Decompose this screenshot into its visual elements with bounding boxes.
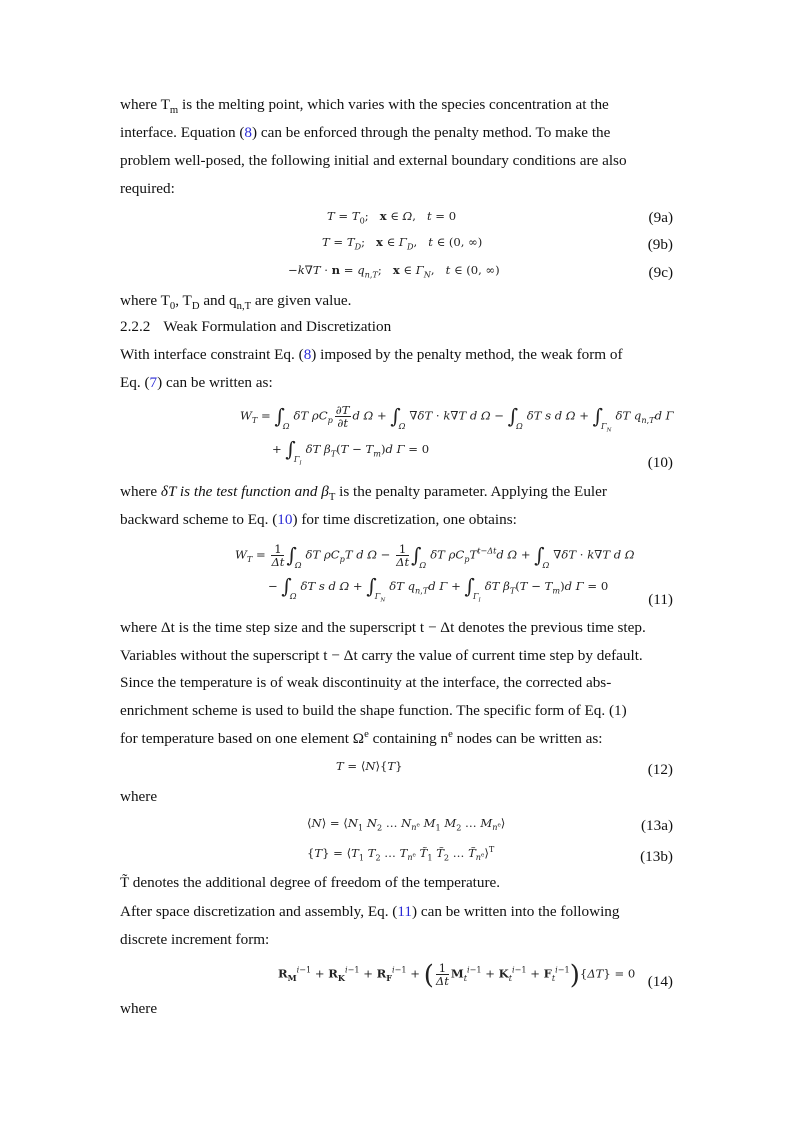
equation-reference-link[interactable]: 8 bbox=[244, 124, 252, 141]
paragraph-line: where Δt is the time step size and the superscript t − Δt denotes the previous time step. bbox=[120, 619, 646, 636]
equation-9c: $-k\nabla T \cdot n = q_{n,T}$; x ∈ $\Gamma_N$, t ∈ (0, ∞) bbox=[288, 263, 500, 280]
paragraph-line: enrichment scheme is used to build the shape function. The specific form of Eq. (1) bbox=[120, 702, 627, 719]
paragraph-line: After space discretization and assembly, Eq. (11) can be written into the following bbox=[120, 903, 620, 920]
paragraph-line: discrete increment form: bbox=[120, 931, 270, 948]
equation-number: (11) bbox=[648, 591, 673, 608]
equation-reference-link[interactable]: 11 bbox=[397, 903, 412, 920]
paragraph-line: Eq. (7) can be written as: bbox=[120, 374, 273, 391]
paragraph-line: interface. Equation (8) can be enforced through the penalty method. To make the bbox=[120, 124, 611, 141]
equation-number: (9a) bbox=[648, 209, 673, 226]
equation-12: T = ⟨N⟩{T} bbox=[336, 759, 403, 773]
paragraph-line: With interface constraint Eq. (8) imposed by the penalty method, the weak form of bbox=[120, 346, 623, 363]
equation-number: (9c) bbox=[648, 264, 673, 281]
paragraph-line: where $T_0$, $T_D$ and $q_{n,T}$ are given value. bbox=[120, 292, 352, 313]
equation-11-line-1: $W_T$ = $\frac{1}{\Delta t}$ $\int_\Omega\delta T$ $\rho C_pT$ d Ω − $\frac{1}{\Delta t}$ $\int_\Omega\delta T$ $\rho C_pT^{t-\Delta t}d$ $\Omega + \int_\Omega\nabla\delta T \cdot k\nabla T$ d Ω bbox=[235, 542, 635, 570]
paragraph-line: Since the temperature is of weak discontinuity at the interface, the corrected abs- bbox=[120, 674, 612, 691]
equation-13b: $\{T\} = ⟨T_1$ $T_2$ … $T_{n^e}$ $T̃_1$ $T̃_2$ … $T̃_{n^e}⟩^T$ bbox=[307, 844, 495, 863]
paragraph-line: required: bbox=[120, 180, 175, 197]
equation-9b: $T = T_D$; x ∈ $\Gamma_D$, t ∈ (0, ∞) bbox=[322, 235, 483, 252]
paragraph-line: where bbox=[120, 1000, 158, 1017]
equation-13a: ⟨N⟩ = $⟨N_1$ $N_2$ … $N_{n^e}$ $M_1$ $M_2$ … $M_{n^e}⟩$ bbox=[307, 816, 506, 833]
equation-10-line-1: $W_T = \int_\Omega\delta T$ $\rho C_p$ $\frac{\partial T}{\partial t}$ d $\Omega + \int_\Omega\nabla\delta T \cdot k\nabla T$ d $\Omega - \int_\Omega\delta T$ s d $\Omega + \int_{\Gamma_N}\delta T$ $q_{n,T}d$ Γ bbox=[240, 403, 674, 434]
equation-reference-link[interactable]: 10 bbox=[277, 511, 293, 528]
equation-14: $R_M^{i-1} + R_K^{i-1} + R_F^{i-1}$ + ( $\frac{1}{\Delta t}$ $M_t^{i-1} + K_t^{i-1} + F_t^{i-1})\{\Delta T\} = 0$ bbox=[278, 960, 636, 991]
paragraph-line: where δT is the test function and $\beta_T$ is the penalty parameter. Applying the Euler bbox=[120, 483, 607, 504]
section-heading: 2.2.2 Weak Formulation and Discretization bbox=[120, 318, 392, 335]
equation-reference-link[interactable]: 7 bbox=[149, 374, 158, 391]
equation-number: (13b) bbox=[640, 848, 673, 865]
paragraph-line: where $T_m$ is the melting point, which varies with the species concentration at the bbox=[120, 96, 609, 117]
equation-number: (10) bbox=[647, 454, 673, 471]
equation-number: (14) bbox=[647, 973, 673, 990]
paragraph-line: backward scheme to Eq. (10) for time discretization, one obtains: bbox=[120, 511, 517, 528]
paragraph-line: where bbox=[120, 788, 158, 805]
equation-number: (12) bbox=[647, 761, 673, 778]
paragraph-line: Variables without the superscript t − Δt carry the value of current time step by default. bbox=[120, 647, 643, 664]
paragraph-line: T̃ denotes the additional degree of freedom of the temperature. bbox=[120, 874, 501, 891]
equation-10-line-2: + $\int_{\Gamma_I}\delta T$ $\beta_T(T - T_m)d$ Γ = 0 bbox=[272, 437, 430, 467]
paragraph-line: problem well-posed, the following initial and external boundary conditions are also bbox=[120, 152, 627, 169]
paragraph-line: for temperature based on one element $\Omega^e$ containing $n^e$ nodes can be written as: bbox=[120, 728, 603, 747]
equation-reference-link[interactable]: 8 bbox=[303, 346, 312, 363]
equation-9a: $T = T_0$; x ∈ Ω, t = 0 bbox=[327, 209, 457, 226]
equation-number: (13a) bbox=[640, 817, 673, 834]
equation-11-line-2: − $\int_\Omega\delta T$ s d $\Omega + \int_{\Gamma_N}\delta T$ $q_{n,T}d$ $\Gamma + \int_{\Gamma_I}\delta T$ $\beta_T(T - T_m)d$ Γ = 0 bbox=[268, 574, 609, 604]
equation-number: (9b) bbox=[647, 236, 673, 253]
